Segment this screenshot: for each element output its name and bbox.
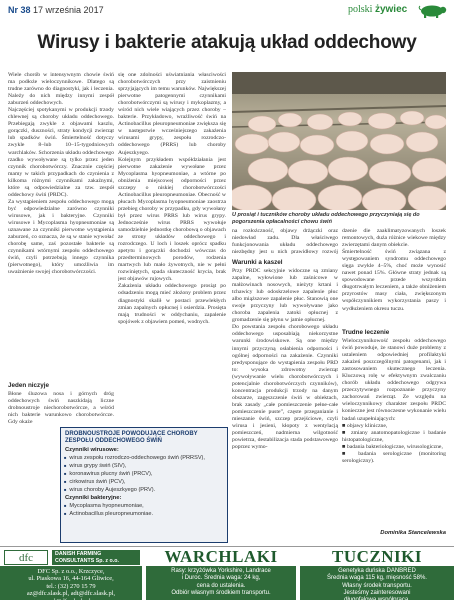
issue-date: 17 września 2017 xyxy=(33,5,104,15)
dfc-address-line: DFC Sp. z o.o., Krzczyce, xyxy=(37,568,105,575)
dfc-name-line-2: CONSULTANTS Sp. z o.o. xyxy=(55,557,119,564)
publication-logo xyxy=(348,4,407,15)
dfc-advertisement xyxy=(0,548,142,605)
tuczniki-title: TUCZNIKI xyxy=(332,547,422,566)
warchlaki-advertisement xyxy=(146,548,296,600)
warchlaki-title: WARCHLAKI xyxy=(164,547,278,566)
tuczniki-advertisement xyxy=(300,547,454,604)
dfc-phone: tel.: (32) 270 15 79 xyxy=(46,582,96,590)
list-item: ■ cirkowirus świń (PCV), xyxy=(70,478,227,486)
subheading-3: Warunki a kaszel xyxy=(232,259,283,266)
subheading-4: Trudne leczenie xyxy=(342,329,390,336)
list-item: ■ koronawirus płucny świń (PRCV), xyxy=(70,470,227,478)
list-item: ■ Actinobacillus pleuropneumoniae. xyxy=(70,510,227,518)
tuczniki-line: Średnia waga 115 kg, mięsność 58%. xyxy=(327,575,427,582)
bacterial-header: Czynniki bakteryjne: xyxy=(65,494,122,501)
article-column-2: się one zdolności uświatniania własciwości chorobotwórczych przy zaistnieniu sprzyjających im temu warunków. Największej pierwotne patogennymi czynnikami chorobotwórczymi są wirusy i mykoplazmy, a wśród nich wiele wiających przez choroby – bakterie. Przykładowo, wrażliwość świń na Actinobacillus pleuropneumoniae zwiększa się w następstwie wcześniejszego zakażenia wirusami grypy, zespołu rozrodczo-oddechowego (PRRS) lub choroby Aujeszkyego. Kolejnym przykładem współdziałania jest pierwotne zakażenie wywołane przez Mycoplasma hyopneumoniae, a wtórne po obniżenia miejscowej odporności przez szczepy o niskiej chorobotwórczości Actinobacillus pleuropneumoniae. Obecność w płucach Mycoplasma hyopneumoniae zaostrza przebieg choroby w przypadku, gdy wywołany był przez wirus PRRS lub wirus grypy. Jednocześnie wirus PRRS wywołuje samodzielnie jednostkę chorobową o objawach ze strony układów oddechowego i rozrodczego. U loch i loszek oprócz spadku apetytu i gorączki dochodzi wówczas do przedterminowych porodów, rodzenia martwych lub mało żywotnych, nie w pełni rozwiniętych, spada skuteczność krycia, brak jest objawów rujowych. Zakażenia układu oddechowego prosiąt po odsadzeniu mogą mieć złożony problem przez diagnostyki skalił w postaci przewlekłych zmian zapalnych opłucnej i osierdzia. Prosięta mają trudności w oddychaniu, zapalenie spojówek z objawiem pomeń, wodnych. xyxy=(118,72,226,325)
tuczniki-line: Genetyka duńska DANBRED xyxy=(338,568,416,574)
list-item: ■ wirus choroby Aujeszkyego (PRV). xyxy=(70,486,227,494)
infobox-title: DROBNOUSTROJE POWODUJĄCE CHOROBY ZESPOŁU ODDECHOWEGO ŚWIŃ xyxy=(65,431,198,445)
warchlaki-line: i Duroc. Średnia waga: 24 kg, xyxy=(181,575,261,582)
tuczniki-line: długofalową współpracą. xyxy=(344,597,410,604)
list-item: ■ wirus grypy świń (SIV), xyxy=(70,462,227,470)
article-column-4-b: Wieloczynnikowość zespołu oddechowego świń powoduje, że stanowi duże problemy z ustaleniem odpowiedniej profilaktyki zakażeń poszczególnymi patogenami, jak i zastosowaniem skutecznego leczenia. Kluczową rolę w efektywnym zwalczaniu chorób układu oddechowego odgrywa przeczytywnego rozpoznanie przyczyny zachorowań zwierząt. Ze względu na wieloczynnikowy charakter zespołu PRDC konieczne jest równoczesne wykonanie wielu badań uzupełniających: ■ objawy kliniczne, ■ zmiany anatomopatologiczne i badanie histopatologiczne, ■ badania bakteriologiczne, wirusologiczne, ■ badania serologiczne (monitoring serologiczny). xyxy=(342,338,446,464)
warchlaki-line: Rasy: krzyżówka Yorkshire, Landrace xyxy=(171,568,271,574)
issue-header xyxy=(8,5,104,15)
dfc-logo: dfc xyxy=(4,550,48,565)
dfc-address-line: ul. Piaskowa 16, 44-164 Gliwice, xyxy=(28,575,114,583)
viral-list xyxy=(61,454,227,494)
warchlaki-line: Odbiór własnym środkiem transportu. xyxy=(171,589,271,596)
article-column-3-a: na rozłożczność, objawy drżączki oraz niedowład zadu. Dla właściwego funkcjonowania układu oddechowego niezbędny jest u nich prawidłowy rozwój xyxy=(232,228,338,256)
dfc-email-line: sl@dfc.slask.pl xyxy=(51,597,91,605)
logo-bold-text: żywiec xyxy=(374,4,408,15)
viral-header: Czynniki wirusowe: xyxy=(65,446,119,453)
pathogens-infobox xyxy=(60,427,228,543)
dfc-email-line: az@dfc.slask.pl, adt@dfc.slask.pl, xyxy=(26,590,116,598)
bacterial-list xyxy=(61,502,227,518)
photo-caption: U prosiąt i tuczników choroby układu oddechowego przyczyniają się do pogorszenia opłacalności chowu świń xyxy=(232,212,420,225)
article-column-4-a: dzenie die zaaklimatyzowanych loszek remontowych, duża różnice wiekowe między zwierzętami danym obiekcie. Śmiertelność świń związana z występowaniem syndromu oddechowego sięga zwykle 4–5%, choć może wynosić nawet ponad 15%. Główne straty jednak są spowodowane przede wszystkim długotrwałym leczeniem, a także obniżeniem przyrostów masy ciała, zwiększonym współczynnikiem wykorzystania paszy i wydłużeniem okresu tuczu. xyxy=(342,228,446,312)
tuczniki-line: Jesteśmy zainteresowani xyxy=(343,589,411,596)
subheading-1: Jeden niczyje xyxy=(8,382,49,389)
author-signature: Dominika Stancelewska xyxy=(380,530,446,536)
list-item: ■ Mycoplasma hyopneumoniae, xyxy=(70,502,227,510)
pig-logo-icon xyxy=(412,2,448,18)
issue-number: Nr 38 xyxy=(8,5,31,15)
list-item: ■ wirus zespołu rozrodczo-oddechowego świń (PRRSV), xyxy=(70,454,227,462)
dfc-name-line-1: DANISH FARMING xyxy=(55,551,102,557)
article-column-1: Wiele chorób w intensywnym chowie świń ma podłoże wieloczynnikowe. Dlatego są trudne zarówno do diagnostyki, jak i leczenia. Należy do nich między innymi zespół zaburzeń oddechowych. Najczęściej spotykanymi w produkcji trzody chlewnej są choroby układu oddechowego. Przebiegają zwykle z objawami kaszlu, gorączki, duszności, straty kondycji zwierząt lub spadków świń. Śmiertelność dotyczy zwykle 8–lub 10–15-tygodniowych warchlaków. Schorzenia układu oddechowego rzadko wywoływane są tylko przez jeden czynnik chorobotwórczy. Znacznie częściej mamy w takich przypadkach do czynienia z kilkoma różnymi czynnikami zakaźnymi, które są odpowiedzialne za tzw. zespół oddechowy świń (PRDC). Za wystąpieniem zespołu oddechowego mogą być odpowiedzialne zarówno czynniki wirusowe, jak i bakteryjne. Czynniki wirusowe i Mycoplasma hyopneumoniae są uznawane za czynniki pierwotne wystąpienia zaburzeń, co oznacza, że są w stanie wywołać chorobę same, zaś pozostałe bakterie są czynnikami wtórnymi zespołu oddechowego świń, czyli potrzebują innego czynnika (pierwotnego), który umożliwia im uważnienie swojej chorobotwórczości. xyxy=(8,72,114,276)
dfc-company-name xyxy=(52,550,140,565)
article-column-1-b: Błone śluzowa nosa i górnych dróg oddechowych świń naszkidają liczne drobnoustroje niechorobotwórcze, a wśród nich bakterie warunkowo chorobotwórcze. Gdy okaże xyxy=(8,391,114,425)
article-column-3-b: Przy PRDC sekcyjnie widoczne są zmiany zapalne, wyłowione lub zaśnicowe w małżowinach nosowych, nieżyty krtani i tchawicy lub odoskrzelowe zapalenie płuc albo miąższowe zapalenie płuc. Stanowią one swoje przyczyny lub wywoływane jako choroba zapalenia zatoki opłucnej z gromadzenie się płynu w jamie opłucnej. Do powstania zespołu chorobowego układu oddechowego usposabiają niekorzystne warunki środowiskowe. Są one między innymi przyczyną osłabienia odporności i ogólnej odporności na zakażenie. Czynniki predysponujące do wystąpienia zespołu PRD to: wysoka zdrowotny zwierząt (wywoływanie wielu chorobotwórczych i potencjalnie chorobotwórczych czynników), koncentracja produkcji trzody na danym obszarze, zagęszczenie świń w obiektach, brak zasady „całe pomieszczenie pełne-całe pomieszczenie puste”, częste przeganianie i mieszanie świń, szczep przejściowe, czyli wirusa i jesieni, kłopoty z wentylacją pomieszczeń, nadmierna wilgotność powietrza, destabilizacja stada podstawowego poprzez wymo- xyxy=(232,268,338,451)
warchlaki-line: cena do ustalenia. xyxy=(196,582,246,589)
tuczniki-line: Własny środek transportu. xyxy=(342,582,412,589)
article-title: Wirusy i bakterie atakują układ oddechowy xyxy=(37,32,417,53)
pig-herd-photo xyxy=(232,72,446,210)
logo-light-text: polski xyxy=(348,4,373,15)
